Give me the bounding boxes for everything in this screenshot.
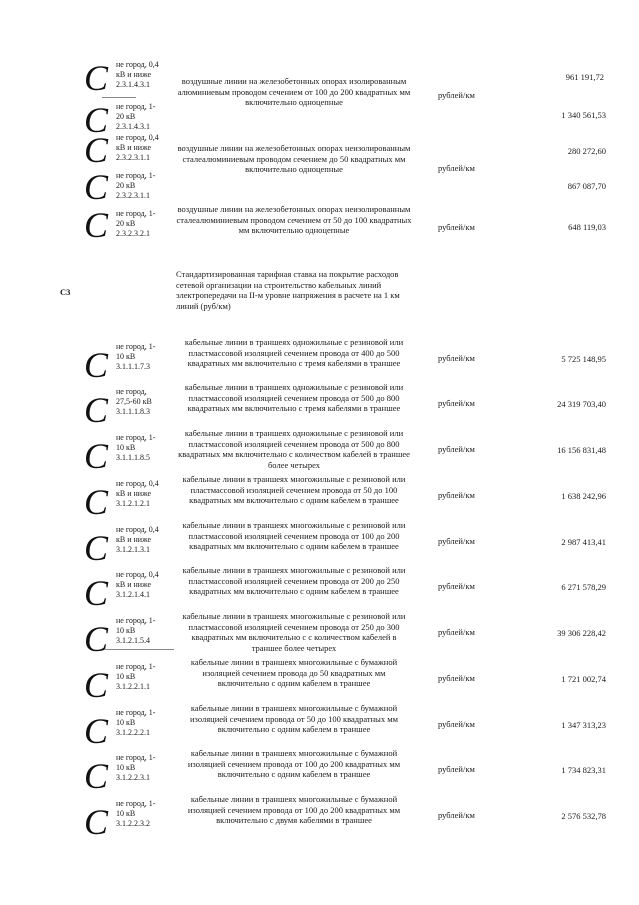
row-code: не город, 0,4 кВ и ниже 3.1.2.1.4.1 bbox=[116, 570, 159, 599]
row-unit: рублей/км bbox=[438, 581, 475, 591]
row-code: не город, 1- 20 кВ 2.3.2.3.2.1 bbox=[116, 209, 156, 238]
row-description: воздушные линии на железобетонных опорах неизолированным сталеалюминиевым проводом сечением от 50 до 100 квадратных мм включительно одноцепные bbox=[176, 204, 412, 235]
row-unit: рублей/км bbox=[438, 719, 475, 729]
row-code: не город, 1- 10 кВ 3.1.2.1.5.4 bbox=[116, 616, 156, 645]
row-unit: рублей/км bbox=[438, 222, 475, 232]
row-description: кабельные линии в траншеях многожильные с бумажной изоляцией сечением провода от 100 до 200 квадратных мм включительно с одним кабелем в траншее bbox=[187, 748, 401, 779]
separator-line bbox=[104, 649, 174, 650]
c-glyph: C bbox=[84, 167, 109, 207]
row-unit: рублей/км bbox=[438, 627, 475, 637]
c-glyph: C bbox=[84, 573, 109, 613]
c-glyph: C bbox=[84, 58, 109, 98]
row-value: 280 272,60 bbox=[567, 146, 606, 156]
row-value: 5 725 148,95 bbox=[561, 354, 606, 364]
row-code: не город, 0,4 кВ и ниже 3.1.2.1.2.1 bbox=[116, 479, 159, 508]
row-value: 1 638 242,96 bbox=[561, 491, 606, 501]
c-glyph: C bbox=[84, 711, 109, 751]
row-code: не город, 1- 10 кВ 3.1.1.1.7.3 bbox=[116, 342, 156, 371]
row-description: кабельные линии в траншеях многожильные с резиновой или пластмассовой изоляцией сечением провода от 100 до 200 квадратных мм включительно с одним кабелем в траншее bbox=[182, 520, 406, 551]
row-value: 39 306 228,42 bbox=[557, 628, 606, 638]
row-description: кабельные линии в траншеях многожильные с резиновой или пластмассовой изоляцией сечением провода от 200 до 250 квадратных мм включительно с одним кабелем в траншее bbox=[182, 565, 406, 596]
row-value: 2 987 413,41 bbox=[561, 537, 606, 547]
row-unit: рублей/км bbox=[438, 536, 475, 546]
row-code: не город, 1- 20 кВ 2.3.1.4.3.1 bbox=[116, 102, 156, 131]
row-value: 648 119,03 bbox=[568, 222, 606, 232]
c-glyph: C bbox=[84, 205, 109, 245]
c-glyph: C bbox=[84, 130, 109, 170]
c-glyph: C bbox=[84, 482, 109, 522]
row-description: воздушные линии на железобетонных опорах изолированным алюминиевым проводом сечением от 100 до 200 квадратных мм включительно одноцепные bbox=[177, 76, 411, 107]
row-unit: рублей/км bbox=[438, 444, 475, 454]
row-code: не город, 27,5-60 кВ 3.1.1.1.8.3 bbox=[116, 387, 152, 416]
row-value: 867 087,70 bbox=[567, 181, 606, 191]
row-value: 16 156 831,48 bbox=[557, 445, 606, 455]
row-value: 1 734 823,31 bbox=[561, 765, 606, 775]
row-description: кабельные линии в траншеях многожильные с бумажной изоляцией сечением провода от 100 до 200 квадратных мм включительно с двумя кабелями в траншее bbox=[187, 794, 401, 825]
row-description: кабельные линии в траншеях многожильные с резиновой или пластмассовой изоляцией сечением провода от 250 до 300 квадратных мм включительно с с количеством кабелей в траншее более четырех bbox=[182, 611, 406, 653]
row-value: 961 191,72 bbox=[565, 72, 604, 82]
row-description: кабельные линии в траншеях многожильные с бумажной изоляцией сечением провода до 50 квадратных мм включительно с одним кабелем в траншее bbox=[190, 657, 398, 688]
c-glyph: C bbox=[84, 345, 109, 385]
c-glyph: C bbox=[84, 619, 109, 659]
row-value: 1 347 313,23 bbox=[561, 720, 606, 730]
separator-line bbox=[102, 97, 136, 98]
row-description: кабельные линии в траншеях одножильные с резиновой или пластмассовой изоляцией сечением провода от 400 до 500 квадратных мм включительно с тремя кабелями в траншее bbox=[184, 337, 404, 368]
c-glyph: C bbox=[84, 665, 109, 705]
c-glyph: C bbox=[84, 802, 109, 842]
c-glyph: C bbox=[84, 528, 109, 568]
row-unit: рублей/км bbox=[438, 398, 475, 408]
row-unit: рублей/км bbox=[438, 353, 475, 363]
row-unit: рублей/км bbox=[438, 90, 475, 100]
row-description: кабельные линии в траншеях одножильные с резиновой или пластмассовой изоляцией сечением провода от 500 до 800 квадратных мм включительно с количеством кабелей в траншее более четырех bbox=[178, 428, 410, 470]
row-code: не город, 1- 10 кВ 3.1.2.2.1.1 bbox=[116, 662, 156, 691]
row-unit: рублей/км bbox=[438, 673, 475, 683]
c-glyph: C bbox=[84, 100, 109, 140]
row-unit: рублей/км bbox=[438, 163, 475, 173]
row-description: кабельные линии в траншеях одножильные с резиновой или пластмассовой изоляцией сечением провода от 500 до 800 квадратных мм включительно с тремя кабелями в траншее bbox=[184, 382, 404, 413]
row-description: кабельные линии в траншеях многожильные с резиновой или пластмассовой изоляцией сечением провода от 50 до 100 квадратных мм включительно с одним кабелем в траншее bbox=[182, 474, 406, 505]
section-code: С3 bbox=[60, 287, 71, 297]
row-code: не город, 1- 10 кВ 3.1.2.2.3.2 bbox=[116, 799, 156, 828]
c-glyph: C bbox=[84, 756, 109, 796]
row-value: 24 319 703,40 bbox=[557, 399, 606, 409]
row-code: не город, 1- 10 кВ 3.1.2.2.3.1 bbox=[116, 753, 156, 782]
row-unit: рублей/км bbox=[438, 764, 475, 774]
section-title: Стандартизированная тарифная ставка на покрытие расходов сетевой организации на строительство кабельных линий электропередачи на II-м уровне напряжения в расчете на 1 км линий (руб/км) bbox=[176, 269, 400, 311]
row-code: не город, 1- 20 кВ 2.3.2.3.1.1 bbox=[116, 171, 156, 200]
row-unit: рублей/км bbox=[438, 490, 475, 500]
row-code: не город, 0,4 кВ и ниже 2.3.1.4.3.1 bbox=[116, 60, 159, 89]
row-value: 2 576 532,78 bbox=[561, 811, 606, 821]
row-value: 1 340 561,53 bbox=[561, 110, 606, 120]
row-unit: рублей/км bbox=[438, 810, 475, 820]
row-value: 1 721 002,74 bbox=[561, 674, 606, 684]
row-description: воздушные линии на железобетонных опорах неизолированным сталеалюминиевым проводом сечением до 50 квадратных мм включительно одноцепные bbox=[177, 143, 411, 174]
row-code: не город, 1- 10 кВ 3.1.2.2.2.1 bbox=[116, 708, 156, 737]
row-description: кабельные линии в траншеях многожильные с бумажной изоляцией сечением провода от 50 до 100 квадратных мм включительно с одним кабелем в траншее bbox=[190, 703, 398, 734]
row-code: не город, 0,4 кВ и ниже 3.1.2.1.3.1 bbox=[116, 525, 159, 554]
c-glyph: C bbox=[84, 390, 109, 430]
row-code: не город, 0,4 кВ и ниже 2.3.2.3.1.1 bbox=[116, 133, 159, 162]
row-code: не город, 1- 10 кВ 3.1.1.1.8.5 bbox=[116, 433, 156, 462]
c-glyph: C bbox=[84, 436, 109, 476]
row-value: 6 271 578,29 bbox=[561, 582, 606, 592]
